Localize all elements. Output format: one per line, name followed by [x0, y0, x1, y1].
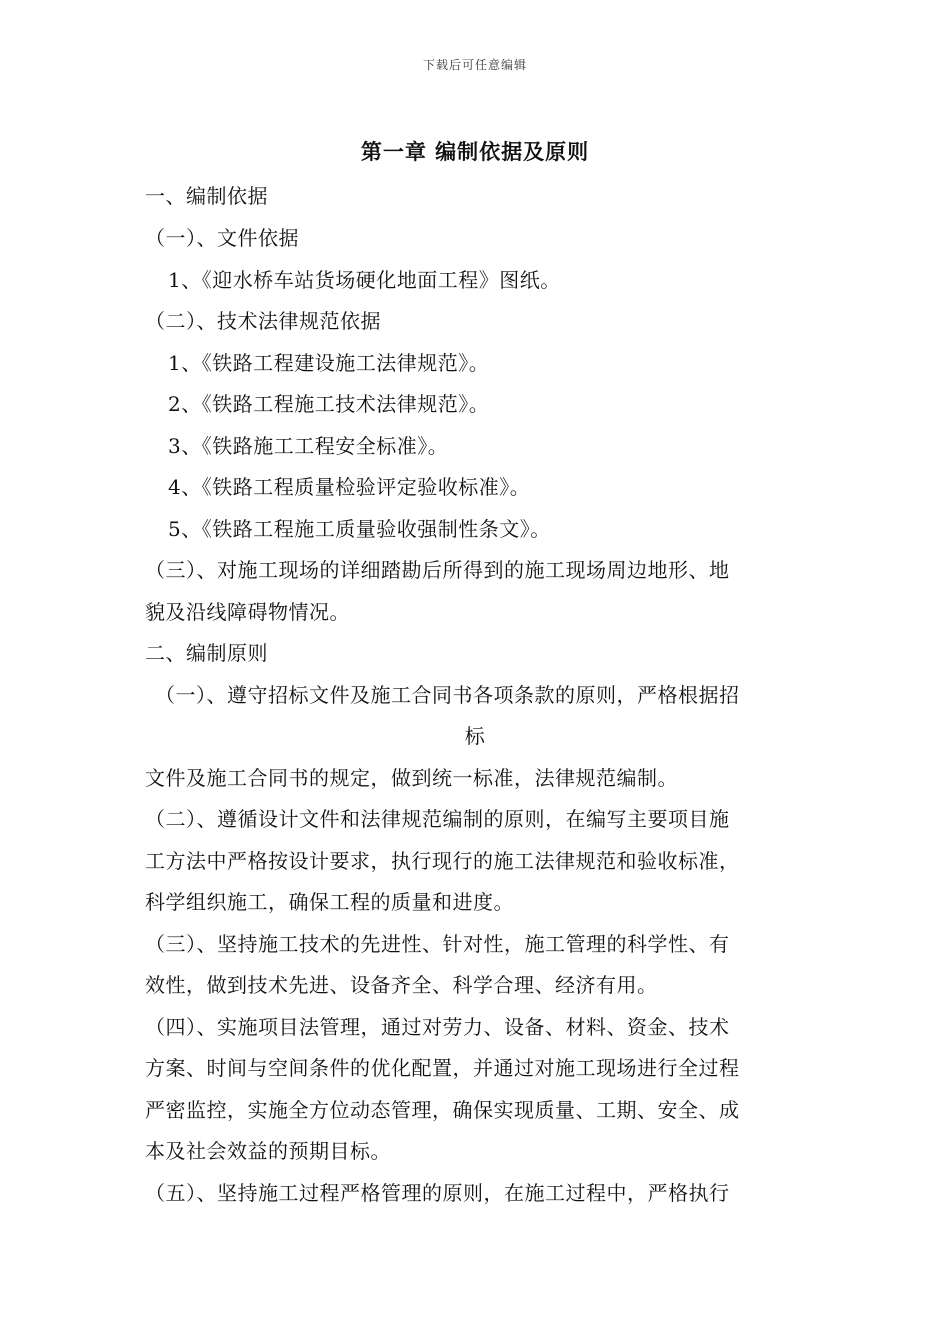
- paragraph-line: 效性，做到技术先进、设备齐全、科学合理、经济有用。: [145, 973, 658, 997]
- paragraph-line: （一）、遵守招标文件及施工合同书各项条款的原则，严格根据招: [155, 683, 740, 707]
- paragraph-line: 貌及沿线障碍物情况。: [145, 600, 350, 624]
- list-item: 3、《铁路施工工程安全标准》。: [168, 434, 449, 458]
- list-item: 1、《铁路工程建设施工法律规范》。: [168, 351, 490, 375]
- paragraph-line: 严密监控，实施全方位动态管理，确保实现质量、工期、安全、成: [145, 1098, 740, 1122]
- section-heading: 二、编制原则: [145, 641, 268, 665]
- paragraph-line: （三）、坚持施工技术的先进性、针对性，施工管理的科学性、有: [145, 932, 730, 956]
- paragraph-line: 标: [464, 724, 486, 748]
- chapter-title: 第一章 编制依据及原则: [360, 139, 590, 164]
- list-item: 2、《铁路工程施工技术法律规范》。: [168, 392, 490, 416]
- header-note: 下载后可任意编辑: [422, 58, 527, 72]
- list-item: 5、《铁路工程施工质量验收强制性条文》。: [168, 517, 551, 541]
- paragraph-line: （四）、实施项目法管理，通过对劳力、设备、材料、资金、技术: [145, 1015, 730, 1039]
- section-heading: 一、编制依据: [145, 184, 268, 208]
- paragraph-line: 工方法中严格按设计要求，执行现行的施工法律规范和验收标准，: [145, 849, 740, 873]
- list-item: 4、《铁路工程质量检验评定验收标准》。: [168, 475, 531, 499]
- paragraph-line: （三）、对施工现场的详细踏勘后所得到的施工现场周边地形、地: [145, 558, 730, 582]
- paragraph-line: （二）、遵循设计文件和法律规范编制的原则，在编写主要项目施: [145, 807, 730, 831]
- subsection-heading: （一）、文件依据: [145, 226, 299, 250]
- list-item: 1、《迎水桥车站货场硬化地面工程》图纸。: [168, 268, 561, 292]
- subsection-heading: （二）、技术法律规范依据: [145, 309, 381, 333]
- paragraph-line: 本及社会效益的预期目标。: [145, 1139, 391, 1163]
- paragraph-line: 科学组织施工，确保工程的质量和进度。: [145, 890, 514, 914]
- paragraph-line: （五）、坚持施工过程严格管理的原则，在施工过程中，严格执行: [145, 1181, 730, 1205]
- paragraph-line: 方案、时间与空间条件的优化配置，并通过对施工现场进行全过程: [145, 1056, 740, 1080]
- paragraph-line: 文件及施工合同书的规定，做到统一标准，法律规范编制。: [145, 766, 678, 790]
